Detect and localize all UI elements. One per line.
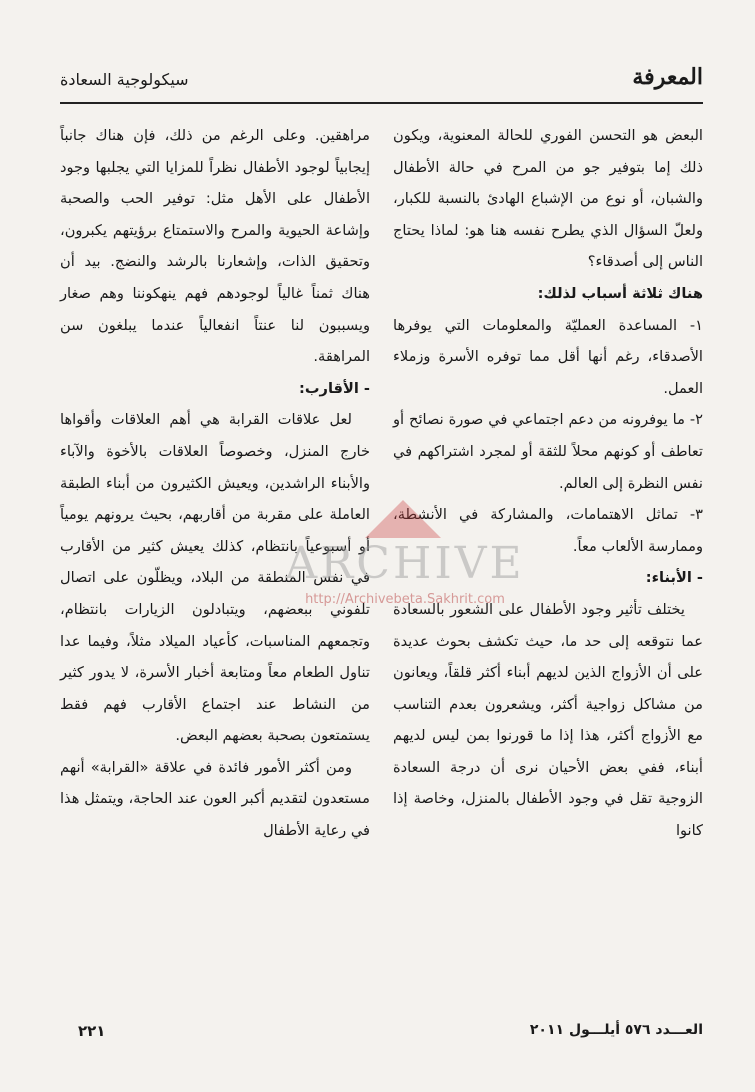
watermark-url: http://Archivebeta.Sakhrit.com (305, 592, 505, 607)
section-title: سيكولوجية السعادة (60, 70, 189, 89)
left-column (60, 120, 370, 847)
list-item: ٢- ما يوفرونه من دعم اجتماعي في صورة نصائح أو تعاطف أو كونهم محلاً للثقة أو لمجرد اشتراكهم في نفس النظرة إلى العالم. (393, 411, 703, 492)
subheading-relatives: - الأقارب: (299, 379, 370, 397)
page-header (60, 62, 703, 104)
subheading-children: - الأبناء: (645, 569, 703, 587)
paragraph: مراهقين. وعلى الرغم من ذلك، فإن هناك جانباً إيجابياً لوجود الأطفال نظراً للمزايا التي يجلبها وجود الأطفال على الأهل مثل: توفير الحب والصحبة وإشاعة الحيوية والمرح والاستمتاع برؤيتهم يكبرون، وتحقيق الذات، وإشعارنا بالرشد والنضج. بيد أن هناك ثمناً غالياً لوجودهم فهم ينهكوننا وهم صغار ويسببون لنا عنتاً انفعالياً عندما يبلغون سن المراهقة. (60, 127, 370, 366)
paragraph: ومن أكثر الأمور فائدة في علاقة «القرابة» أنهم مستعدون لتقديم أكبر العون عند الحاجة، ويتمثل هذا في رعاية الأطفال (60, 758, 370, 840)
page-number: ٢٢١ (78, 1022, 106, 1040)
subheading-reasons: هناك ثلاثة أسباب لذلك: (537, 284, 703, 302)
issue-info: العـــدد ٥٧٦ أيلـــول ٢٠١١ (529, 1022, 703, 1038)
list-item: ١- المساعدة العمليّة والمعلومات التي يوفرها الأصدقاء، رغم أنها أقل مما توفره الأسرة وزملاء العمل. (393, 316, 703, 397)
paragraph: يختلف تأثير وجود الأطفال على الشعور بالسعادة عما نتوقعه إلى حد ما، حيث تكشف بحوث عديدة على أن الأزواج الذين لديهم أبناء أكثر قلقاً، ويعانون من مشاكل زواجية أكثر، ويشعرون بعدم التناسب مع الأزواج أكثر، هذا إذا ما قورنوا بمن ليس لديهم أبناء، ففي بعض الأحيان نرى أن درجة السعادة الزوجية تقل في وجود الأطفال بالمنزل، وخاصة إذا كانوا (393, 600, 703, 840)
paragraph: لعل علاقات القرابة هي أهم العلاقات وأقواها خارج المنزل، وخصوصاً العلاقات بالأخوة والآباء والأبناء الراشدين، ويعيش الكثيرون من أبناء الطبقة العاملة على مقربة من أقاربهم، بحيث يرونهم يومياً أو أسبوعياً بانتظام، كذلك يعيش كثير من الأقارب في نفس المنطقة من البلاد، ويظلّون على اتصال تلفوني ببعضهم، ويتبادلون الزيارات بانتظام، وتجمعهم المناسبات، كأعياد الميلاد مثلاً، وفيما عدا تناول الطعام معاً ومتابعة أخبار الأسرة، لا يدور كثير من النشاط عند اجتماع الأقارب فهم فقط يستمتعون بصحبة بعضهم البعض. (60, 411, 370, 745)
paragraph: البعض هو التحسن الفوري للحالة المعنوية، ويكون ذلك إما بتوفير جو من المرح في حالة الأطفال والشبان، أو نوع من الإشباع الهادئ بالنسبة للكبار، ولعلّ السؤال الذي يطرح نفسه هنا هو: لماذا يحتاج الناس إلى أصدقاء؟ (393, 127, 703, 271)
right-column (393, 120, 703, 847)
list-item: ٣- تماثل الاهتمامات، والمشاركة في الأنشطة، وممارسة الألعاب معاً. (393, 506, 703, 555)
magazine-logo: المعرفة (632, 64, 703, 90)
watermark-text: ARCHIVE (285, 538, 525, 589)
page-footer (60, 1022, 703, 1052)
